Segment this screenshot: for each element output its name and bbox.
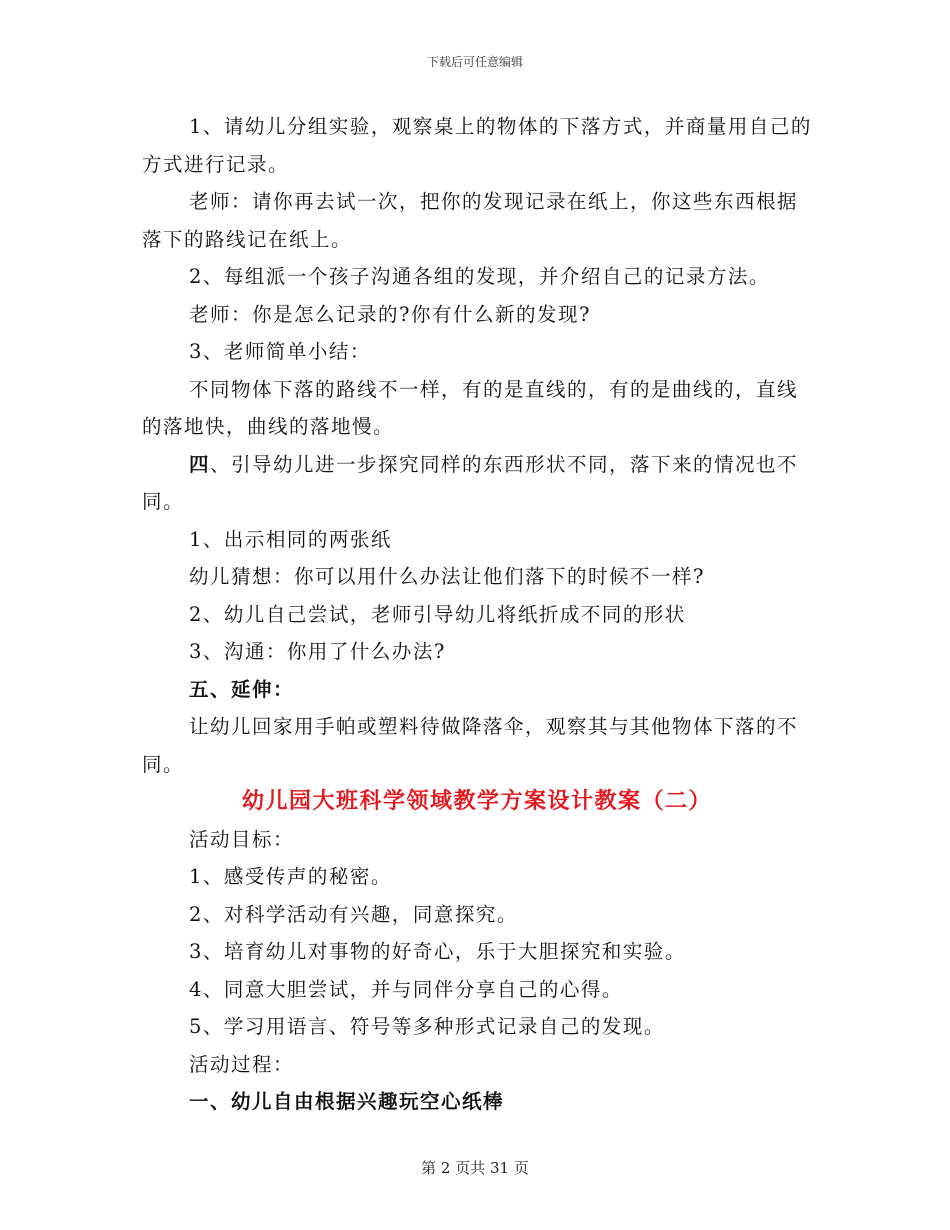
paragraph: 让幼儿回家用手帕或塑料待做降落伞，观察其与其他物体下落的不同。 <box>142 715 799 776</box>
paragraph: 1、出示相同的两张纸 <box>189 527 392 551</box>
paragraph: 幼儿猜想：你可以用什么办法让他们落下的时候不一样? <box>189 565 705 588</box>
document-body <box>142 108 812 1121</box>
section-heading: 一、幼儿自由根据兴趣玩空心纸棒 <box>189 1090 505 1113</box>
list-item: 1、感受传声的秘密。 <box>189 865 392 888</box>
list-item: 5、学习用语言、符号等多种形式记录自己的发现。 <box>189 1015 665 1038</box>
paragraph: 不同物体下落的路线不一样，有的是直线的，有的是曲线的，直线的落地快，曲线的落地慢。 <box>142 377 799 438</box>
page-header: 下载后可任意编辑 <box>426 55 523 69</box>
list-item: 2、对科学活动有兴趣，同意探究。 <box>189 902 518 926</box>
paragraph: 老师：你是怎么记录的?你有什么新的发现? <box>189 302 591 326</box>
list-item: 4、同意大胆尝试，并与同伴分享自己的心得。 <box>189 977 623 1001</box>
paragraph: 2、幼儿自己尝试，老师引导幼儿将纸折成不同的形状 <box>189 602 686 626</box>
paragraph: 2、每组派一个孩子沟通各组的发现，并介绍自己的记录方法。 <box>189 265 770 288</box>
list-item: 3、培育幼儿对事物的好奇心，乐于大胆探究和实验。 <box>189 940 686 963</box>
paragraph: 老师：请你再去试一次，把你的发现记录在纸上，你这些东西根据落下的路线记在纸上。 <box>142 190 799 251</box>
paragraph: 活动过程： <box>189 1052 295 1076</box>
section-title: 幼儿园大班科学领域教学方案设计教案（二） <box>241 788 712 814</box>
section-number: 四 <box>189 452 211 476</box>
section-heading: 五、延伸： <box>189 677 295 701</box>
paragraph <box>142 446 812 521</box>
paragraph: 1、请幼儿分组实验，观察桌上的物体的下落方式，并商量用自己的方式进行记录。 <box>142 115 812 176</box>
paragraph-text: 、引导幼儿进一步探究同样的东西形状不同，落下来的情况也不同。 <box>142 452 799 513</box>
paragraph: 3、老师简单小结： <box>189 340 371 363</box>
paragraph: 3、沟通：你用了什么办法? <box>189 640 446 663</box>
paragraph: 活动目标： <box>189 827 295 851</box>
page-footer: 第 2 页共 31 页 <box>421 1159 529 1177</box>
